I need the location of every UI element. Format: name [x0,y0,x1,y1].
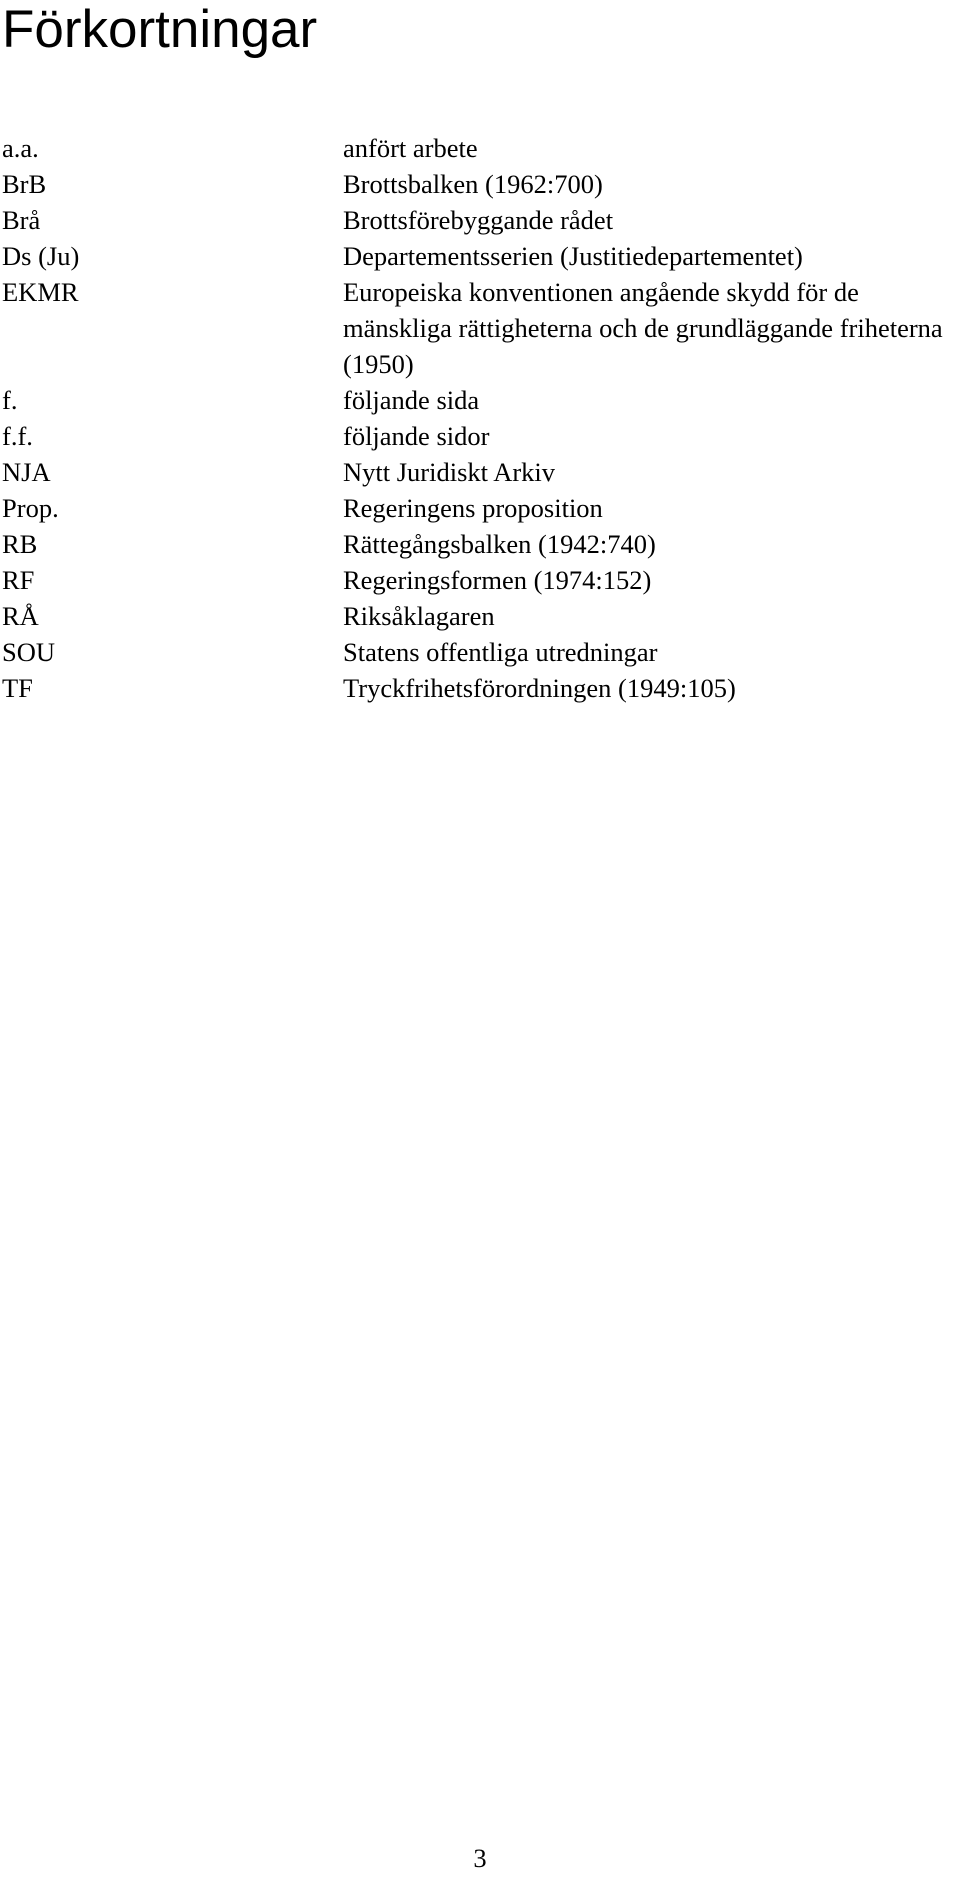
abbreviation-definition: Nytt Juridiskt Arkiv [343,457,556,487]
list-item [0,562,960,598]
abbreviation-definition: Europeiska konventionen angående skydd för de mänskliga rättigheterna och de grundläggande friheterna (1950) [343,277,943,379]
abbreviation-term: TF [2,673,33,703]
list-item [0,454,960,490]
abbreviation-definition: Statens offentliga utredningar [343,637,658,667]
list-item [0,238,960,274]
abbreviation-definition: Regeringsformen (1974:152) [343,565,652,595]
list-item [0,598,960,634]
page-title: Förkortningar [2,0,318,59]
abbreviation-term: SOU [2,637,56,667]
abbreviation-term: NJA [2,457,51,487]
abbreviation-definition: Riksåklagaren [343,601,495,631]
list-item [0,274,960,382]
abbreviation-term: Ds (Ju) [2,241,80,271]
list-item [0,382,960,418]
list-item [0,670,960,706]
list-item [0,490,960,526]
list-item [0,130,960,166]
list-item [0,634,960,670]
abbreviation-term: RF [2,565,35,595]
abbreviation-term: RB [2,529,38,559]
abbreviation-definition: Brottsförebyggande rådet [343,205,614,235]
list-item [0,526,960,562]
abbreviation-definition: Regeringens proposition [343,493,603,523]
list-item [0,418,960,454]
abbreviation-list [0,130,960,706]
abbreviation-definition: Brottsbalken (1962:700) [343,169,603,199]
abbreviation-definition: följande sidor [343,421,490,451]
abbreviation-term: a.a. [2,133,39,163]
abbreviation-term: f.f. [2,421,33,451]
abbreviation-definition: Rättegångsbalken (1942:740) [343,529,656,559]
list-item [0,166,960,202]
abbreviation-definition: Tryckfrihetsförordningen (1949:105) [343,673,736,703]
abbreviation-term: Prop. [2,493,59,523]
abbreviation-definition: anfört arbete [343,133,478,163]
abbreviation-term: Brå [2,205,41,235]
page-number: 3 [473,1843,487,1873]
abbreviation-definition: Departementsserien (Justitiedepartementet) [343,241,803,271]
abbreviation-term: RÅ [2,601,39,631]
abbreviation-term: BrB [2,169,47,199]
abbreviation-term: EKMR [2,277,79,307]
abbreviation-definition: följande sida [343,385,480,415]
abbreviation-term: f. [2,385,18,415]
list-item [0,202,960,238]
